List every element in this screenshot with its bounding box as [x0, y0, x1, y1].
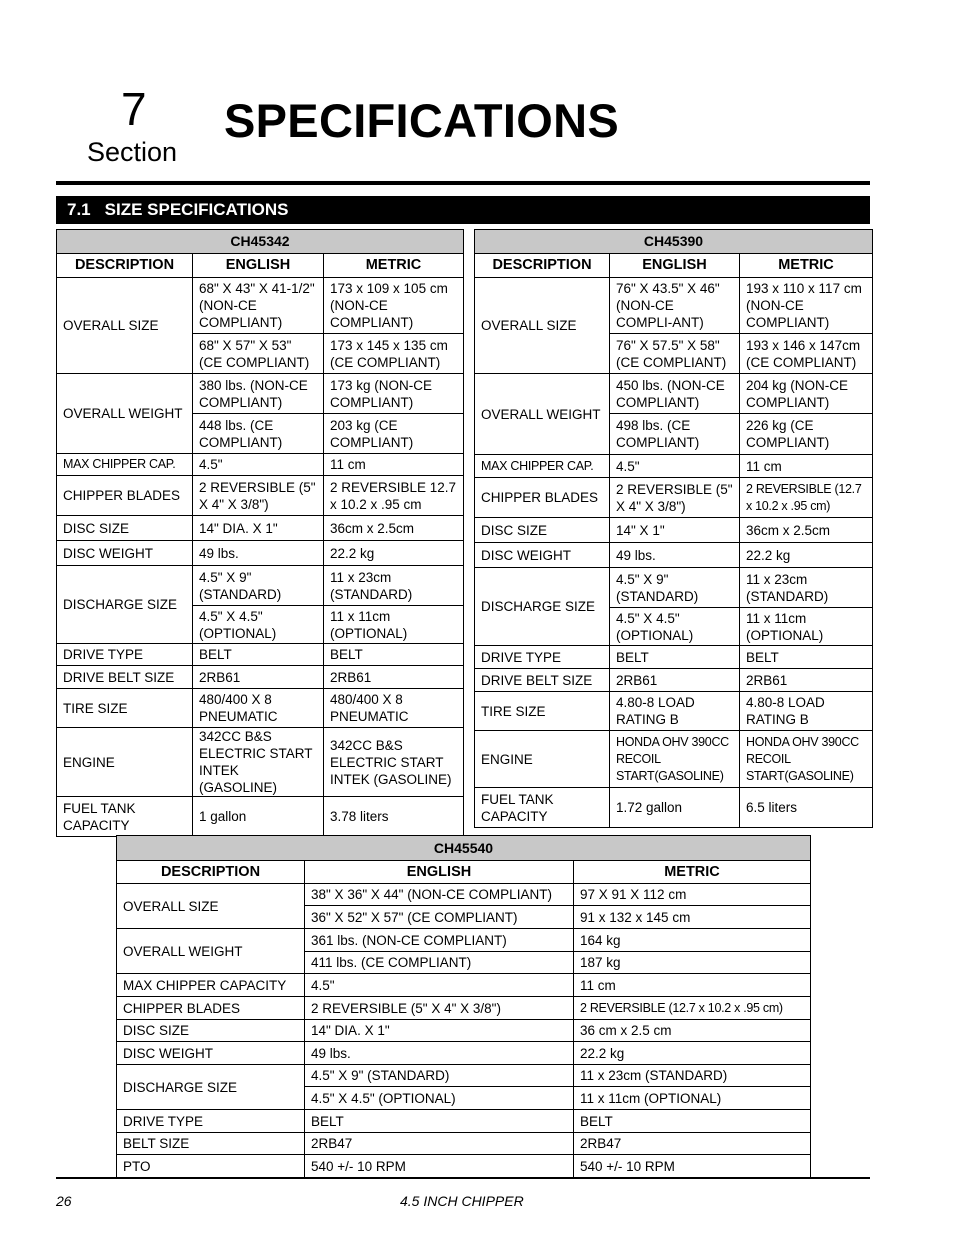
english-value: 49 lbs. [610, 543, 740, 568]
row-label: OVERALL WEIGHT [117, 929, 305, 974]
metric-value: 3.78 liters [324, 797, 464, 837]
row-label: OVERALL SIZE [117, 884, 305, 929]
metric-value: 2 REVERSIBLE (12.7 x 10.2 x .95 cm) [574, 997, 811, 1020]
row-label: DRIVE TYPE [117, 1110, 305, 1133]
metric-value: BELT [740, 646, 873, 669]
model-header: CH45342 [57, 230, 464, 254]
metric-value: 91 x 132 x 145 cm [574, 906, 811, 929]
english-value: 2 REVERSIBLE (5" X 4" X 3/8") [193, 476, 324, 516]
metric-value: 173 kg (NON-CE COMPLIANT) [324, 374, 464, 414]
row-label: OVERALL SIZE [475, 278, 610, 374]
metric-value: HONDA OHV 390CC RECOIL START(GASOLINE) [740, 731, 873, 788]
table-row [57, 476, 464, 516]
row-label: TIRE SIZE [57, 689, 193, 728]
model-header: CH45390 [475, 230, 873, 254]
row-label: OVERALL WEIGHT [475, 374, 610, 455]
english-value: 49 lbs. [305, 1042, 574, 1065]
metric-value: 2RB47 [574, 1133, 811, 1155]
spec-table-ch45390 [474, 229, 873, 828]
col-header-metric: METRIC [324, 254, 464, 278]
row-label: DISC WEIGHT [57, 541, 193, 566]
table-row [475, 478, 873, 518]
english-value: 14" DIA. X 1" [305, 1020, 574, 1042]
row-label: OVERALL SIZE [57, 278, 193, 374]
english-value: 36" X 52" X 57" (CE COMPLIANT) [305, 906, 574, 929]
table-row [475, 455, 873, 478]
row-label: DISC SIZE [117, 1020, 305, 1042]
table-row [475, 568, 873, 608]
table-row [57, 566, 464, 606]
metric-value: 193 x 146 x 147cm (CE COMPLIANT) [740, 334, 873, 374]
row-label: CHIPPER BLADES [117, 997, 305, 1020]
table-row [475, 543, 873, 568]
table-row [117, 1133, 811, 1155]
metric-value: 97 X 91 X 112 cm [574, 884, 811, 906]
row-label: ENGINE [57, 728, 193, 797]
table-row [57, 728, 464, 797]
title-rule [56, 181, 870, 185]
english-value: 4.5" X 9" (STANDARD) [610, 568, 740, 608]
spec-table-ch45540 [116, 835, 811, 1178]
metric-value: 173 x 145 x 135 cm (CE COMPLIANT) [324, 334, 464, 374]
row-label: DRIVE TYPE [57, 644, 193, 666]
english-value: 4.5" X 4.5" (OPTIONAL) [305, 1087, 574, 1110]
table-row [117, 997, 811, 1020]
col-header-english: ENGLISH [305, 861, 574, 884]
english-value: 2 REVERSIBLE (5" X 4" X 3/8") [305, 997, 574, 1020]
metric-value: 22.2 kg [324, 541, 464, 566]
english-value: 361 lbs. (NON-CE COMPLIANT) [305, 929, 574, 952]
metric-value: 11 x 11cm (OPTIONAL) [324, 606, 464, 644]
page-number: 26 [56, 1193, 72, 1209]
table-row [475, 692, 873, 731]
col-header-metric: METRIC [574, 861, 811, 884]
row-label: DRIVE TYPE [475, 646, 610, 669]
metric-value: 342CC B&S ELECTRIC START INTEK (GASOLINE) [324, 728, 464, 797]
table-row [57, 516, 464, 541]
metric-value: 187 kg [574, 952, 811, 974]
row-label: DISC WEIGHT [475, 543, 610, 568]
english-value: 76" X 57.5" X 58" (CE COMPLIANT) [610, 334, 740, 374]
metric-value: BELT [324, 644, 464, 666]
model-header: CH45540 [117, 836, 811, 861]
section-label: Section [87, 137, 178, 167]
metric-value: 2RB61 [740, 669, 873, 692]
table-row [57, 644, 464, 666]
row-label: TIRE SIZE [475, 692, 610, 731]
metric-value: 11 x 11cm (OPTIONAL) [574, 1087, 811, 1110]
footer-rule [56, 1177, 870, 1179]
metric-value: 11 x 23cm (STANDARD) [324, 566, 464, 606]
english-value: BELT [193, 644, 324, 666]
metric-value: 203 kg (CE COMPLIANT) [324, 414, 464, 454]
col-header-english: ENGLISH [610, 254, 740, 278]
table-row [475, 518, 873, 543]
metric-value: 2RB61 [324, 666, 464, 689]
table-row [57, 454, 464, 476]
metric-value: 36cm x 2.5cm [324, 516, 464, 541]
english-value: 380 lbs. (NON-CE COMPLIANT) [193, 374, 324, 414]
section-heading-text: SIZE SPECIFICATIONS [104, 200, 289, 219]
metric-value: 193 x 110 x 117 cm (NON-CE COMPLIANT) [740, 278, 873, 334]
english-value: 68" X 57" X 53" (CE COMPLIANT) [193, 334, 324, 374]
metric-value: 164 kg [574, 929, 811, 952]
english-value: 498 lbs. (CE COMPLIANT) [610, 414, 740, 455]
table-row [117, 1020, 811, 1042]
table-row [117, 884, 811, 906]
english-value: 448 lbs. (CE COMPLIANT) [193, 414, 324, 454]
metric-value: 36 cm x 2.5 cm [574, 1020, 811, 1042]
english-value: 2 REVERSIBLE (5" X 4" X 3/8") [610, 478, 740, 518]
col-header-english: ENGLISH [193, 254, 324, 278]
row-label: DISCHARGE SIZE [475, 568, 610, 646]
metric-value: 11 cm [574, 974, 811, 997]
row-label: FUEL TANK CAPACITY [475, 788, 610, 828]
english-value: 14" X 1" [610, 518, 740, 543]
english-value: BELT [305, 1110, 574, 1133]
english-value: 4.5" X 4.5" (OPTIONAL) [193, 606, 324, 644]
table-row [475, 788, 873, 828]
table-row [475, 646, 873, 669]
section-number: 7 [121, 83, 147, 135]
metric-value: 2 REVERSIBLE (12.7 x 10.2 x .95 cm) [740, 478, 873, 518]
table-row [57, 541, 464, 566]
row-label: BELT SIZE [117, 1133, 305, 1155]
english-value: 342CC B&S ELECTRIC START INTEK (GASOLINE) [193, 728, 324, 797]
metric-value: 4.80-8 LOAD RATING B [740, 692, 873, 731]
metric-value: 22.2 kg [740, 543, 873, 568]
english-value: 68" X 43" X 41-1/2" (NON-CE COMPLIANT) [193, 278, 324, 334]
row-label: DISC SIZE [475, 518, 610, 543]
row-label: DISCHARGE SIZE [117, 1065, 305, 1110]
table-row [117, 1065, 811, 1087]
metric-value: 11 x 11cm (OPTIONAL) [740, 608, 873, 646]
english-value: 2RB61 [610, 669, 740, 692]
english-value: 450 lbs. (NON-CE COMPLIANT) [610, 374, 740, 414]
metric-value: 204 kg (NON-CE COMPLIANT) [740, 374, 873, 414]
metric-value: 480/400 X 8 PNEUMATIC [324, 689, 464, 728]
english-value: 2RB47 [305, 1133, 574, 1155]
table-row [117, 974, 811, 997]
table-row [57, 797, 464, 837]
row-label: OVERALL WEIGHT [57, 374, 193, 454]
row-label: ENGINE [475, 731, 610, 788]
row-label: MAX CHIPPER CAP. [57, 454, 193, 476]
english-value: 4.5" X 9" (STANDARD) [193, 566, 324, 606]
row-label: MAX CHIPPER CAP. [475, 455, 610, 478]
row-label: DISC SIZE [57, 516, 193, 541]
metric-value: 226 kg (CE COMPLIANT) [740, 414, 873, 455]
english-value: 540 +/- 10 RPM [305, 1155, 574, 1178]
metric-value: 540 +/- 10 RPM [574, 1155, 811, 1178]
row-label: FUEL TANK CAPACITY [57, 797, 193, 837]
row-label: CHIPPER BLADES [475, 478, 610, 518]
row-label: MAX CHIPPER CAPACITY [117, 974, 305, 997]
section-heading-number: 7.1 [67, 200, 91, 219]
metric-value: 11 cm [740, 455, 873, 478]
english-value: 4.80-8 LOAD RATING B [610, 692, 740, 731]
table-row [117, 1042, 811, 1065]
metric-value: 2 REVERSIBLE 12.7 x 10.2 x .95 cm [324, 476, 464, 516]
english-value: 4.5" X 9" (STANDARD) [305, 1065, 574, 1087]
metric-value: 11 x 23cm (STANDARD) [740, 568, 873, 608]
english-value: 4.5" X 4.5" (OPTIONAL) [610, 608, 740, 646]
table-row [117, 1110, 811, 1133]
english-value: 2RB61 [193, 666, 324, 689]
row-label: DISC WEIGHT [117, 1042, 305, 1065]
row-label: DRIVE BELT SIZE [475, 669, 610, 692]
spec-table-ch45342 [56, 229, 464, 837]
english-value: 1.72 gallon [610, 788, 740, 828]
english-value: 14" DIA. X 1" [193, 516, 324, 541]
col-header-description: DESCRIPTION [117, 861, 305, 884]
english-value: 4.5" [305, 974, 574, 997]
english-value: BELT [610, 646, 740, 669]
table-row [57, 278, 464, 334]
english-value: 1 gallon [193, 797, 324, 837]
row-label: DRIVE BELT SIZE [57, 666, 193, 689]
table-row [117, 929, 811, 952]
metric-value: 36cm x 2.5cm [740, 518, 873, 543]
row-label: DISCHARGE SIZE [57, 566, 193, 644]
metric-value: 173 x 109 x 105 cm (NON-CE COMPLIANT) [324, 278, 464, 334]
table-row [475, 669, 873, 692]
metric-value: 11 cm [324, 454, 464, 476]
section-heading [56, 196, 870, 224]
english-value: 4.5" [610, 455, 740, 478]
metric-value: 6.5 liters [740, 788, 873, 828]
col-header-description: DESCRIPTION [475, 254, 610, 278]
table-row [117, 1155, 811, 1178]
table-row [57, 374, 464, 414]
col-header-metric: METRIC [740, 254, 873, 278]
col-header-description: DESCRIPTION [57, 254, 193, 278]
table-row [475, 278, 873, 334]
english-value: 411 lbs. (CE COMPLIANT) [305, 952, 574, 974]
table-row [57, 666, 464, 689]
row-label: CHIPPER BLADES [57, 476, 193, 516]
table-row [57, 689, 464, 728]
row-label: PTO [117, 1155, 305, 1178]
metric-value: 11 x 23cm (STANDARD) [574, 1065, 811, 1087]
metric-value: 22.2 kg [574, 1042, 811, 1065]
english-value: HONDA OHV 390CC RECOIL START(GASOLINE) [610, 731, 740, 788]
english-value: 38" X 36" X 44" (NON-CE COMPLIANT) [305, 884, 574, 906]
english-value: 4.5" [193, 454, 324, 476]
english-value: 480/400 X 8 PNEUMATIC [193, 689, 324, 728]
table-row [475, 374, 873, 414]
metric-value: BELT [574, 1110, 811, 1133]
english-value: 49 lbs. [193, 541, 324, 566]
table-row [475, 731, 873, 788]
page-title: SPECIFICATIONS [224, 94, 620, 147]
english-value: 76" X 43.5" X 46" (NON-CE COMPLI-ANT) [610, 278, 740, 334]
footer-title: 4.5 INCH CHIPPER [400, 1193, 524, 1209]
